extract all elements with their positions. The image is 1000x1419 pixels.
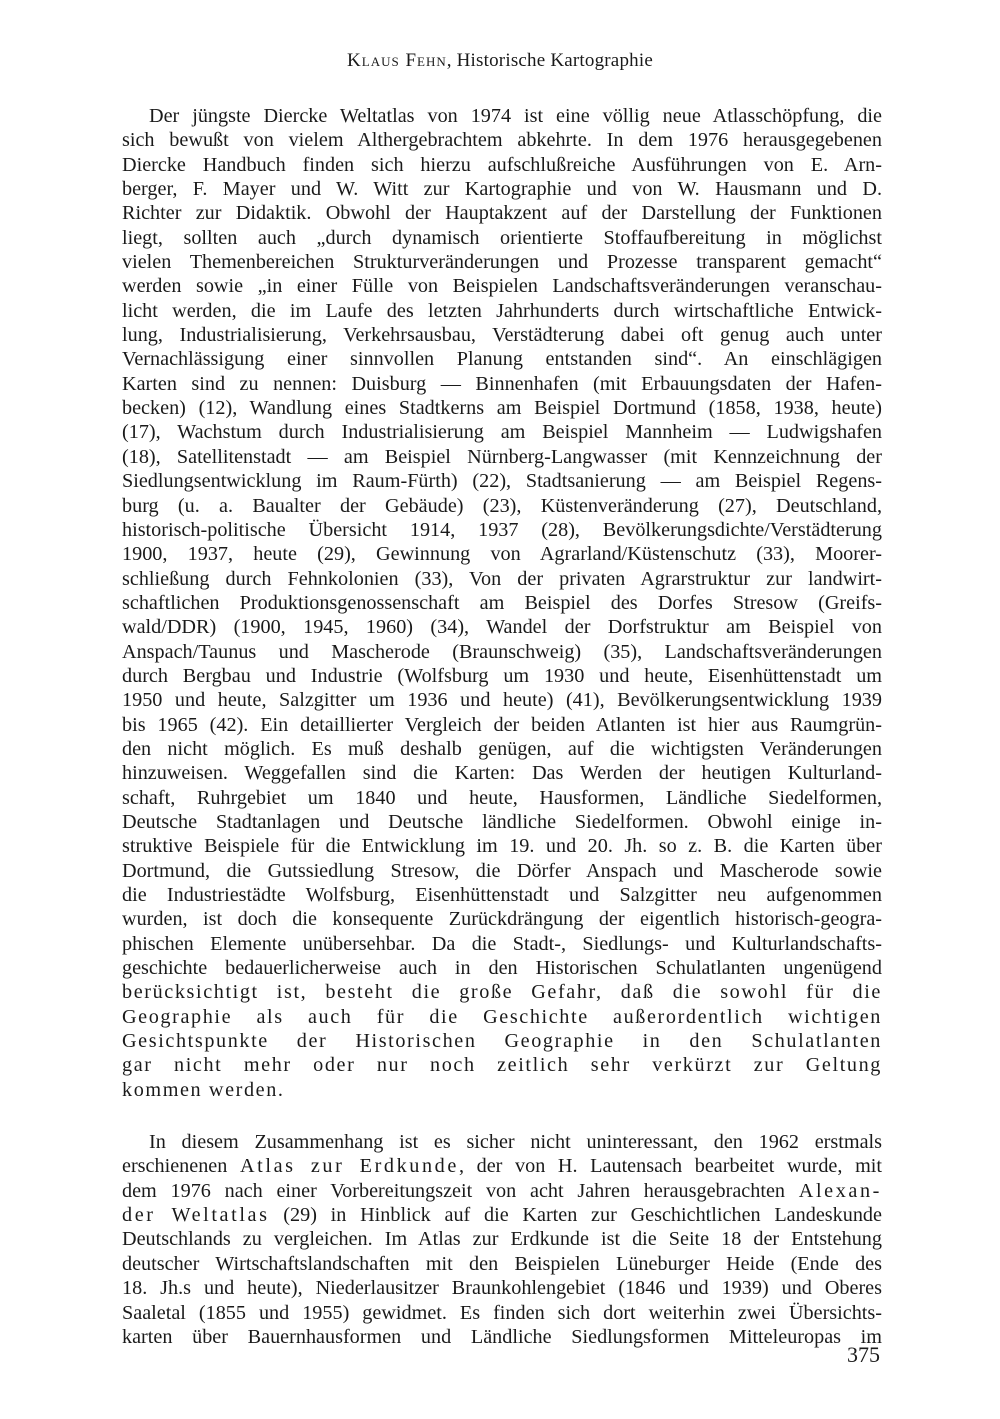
text-line: schaft, Ruhrgebiet um 1840 und heute, Hausformen, Ländliche Siedelformen, <box>122 786 882 809</box>
text-line: struktive Beispiele für die Entwicklung im 19. und 20. Jh. so z. B. die Karten über <box>122 835 882 858</box>
text-run: (29) in Hinblick auf die Karten zur Geschichtlichen Landeskunde <box>269 1204 882 1227</box>
page-number: 375 <box>847 1342 880 1367</box>
text-line: becken) (12), Wandlung eines Stadtkerns am Beispiel Dortmund (1858, 1938, heute) <box>122 397 882 420</box>
text-line: 1900, 1937, heute (29), Gewinnung von Agrarland/Küstenschutz (33), Moorer- <box>122 543 882 566</box>
text-line: Richter zur Didaktik. Obwohl der Hauptakzent auf der Darstellung der Funktionen <box>122 202 882 225</box>
text-line: Dortmund, die Gutssiedlung Stresow, die Dörfer Anspach und Mascherode sowie <box>122 859 882 882</box>
text-line: hinzuweisen. Weggefallen sind die Karten: Das Werden der heutigen Kulturland- <box>122 762 882 785</box>
atlas-title-spaced: Alexan- <box>798 1179 882 1202</box>
text-line: wald/DDR) (1900, 1945, 1960) (34), Wandel der Dorfstruktur am Beispiel von <box>122 616 882 639</box>
text-line: sich bewußt von vielem Althergebrachtem abkehrte. In dem 1976 herausgegebenen <box>122 129 882 152</box>
text-line: liegt, sollten auch „durch dynamisch orientierte Stoffaufbereitung in möglichst <box>122 226 882 249</box>
text-line: Siedlungsentwicklung im Raum-Fürth) (22), Stadtsanierung — am Beispiel Regens- <box>122 470 882 493</box>
text-line-spaced: gar nicht mehr oder nur noch zeitlich sehr verkürzt zur Geltung <box>122 1054 882 1077</box>
text-line: historisch-politische Übersicht 1914, 1937 (28), Bevölkerungsdichte/Verstädterung <box>122 518 882 541</box>
text-line: schaftlichen Produktionsgenossenschaft am Beispiel des Dorfes Stresow (Greifs- <box>122 591 882 614</box>
text-line: Karten sind zu nennen: Duisburg — Binnenhafen (mit Erbauungsdaten der Hafen- <box>122 372 882 395</box>
text-line <box>122 1154 882 1178</box>
text-line: 1950 und heute, Salzgitter um 1936 und heute) (41), Bevölkerungsentwicklung 1939 <box>122 689 882 712</box>
text-line: werden sowie „in einer Fülle von Beispielen Landschaftsveränderungen veranschau- <box>122 275 882 298</box>
text-line: Diercke Handbuch finden sich hierzu aufschlußreiche Ausführungen von E. Arn- <box>122 153 882 176</box>
text-line: schließung durch Fehnkolonien (33), Von der privaten Agrarstruktur zur landwirt- <box>122 567 882 590</box>
text-line: 18. Jh.s und heute), Niederlausitzer Braunkohlengebiet (1846 und 1939) und Oberes <box>122 1277 882 1300</box>
text-line: Der jüngste Diercke Weltatlas von 1974 ist eine völlig neue Atlasschöpfung, die <box>149 105 882 127</box>
text-line: den nicht möglich. Es muß deshalb genügen, auf die wichtigsten Veränderungen <box>122 737 882 760</box>
text-line: karten über Bauernhausformen und Ländliche Siedlungsformen Mitteleuropas im <box>122 1325 882 1348</box>
text-line: geschichte bedauerlicherweise auch in den Historischen Schulatlanten ungenügend <box>122 957 882 980</box>
text-line: Vernachlässigung einer sinnvollen Planung entstanden sind“. An einschlägigen <box>122 348 882 371</box>
text-line: Deutsche Stadtanlagen und Deutsche ländliche Siedelformen. Obwohl einige in- <box>122 810 882 833</box>
paragraph-gap <box>122 1102 882 1130</box>
text-line: lung, Industrialisierung, Verkehrsausbau, Verstädterung dabei oft genug auch unter <box>122 324 882 347</box>
text-line: durch Bergbau und Industrie (Wolfsburg um 1930 und heute, Eisenhüttenstadt um <box>122 664 882 687</box>
text-line: licht werden, die im Laufe des letzten Jahrhunderts durch wirtschaftliche Entwick- <box>122 299 882 322</box>
article-body <box>122 104 882 1349</box>
text-line: In diesem Zusammenhang ist es sicher nicht uninteressant, den 1962 erstmals <box>149 1131 882 1154</box>
text-line <box>122 1203 882 1227</box>
atlas-title-spaced: der Weltatlas <box>122 1204 270 1227</box>
text-line <box>122 1179 882 1203</box>
text-line: bis 1965 (42). Ein detaillierter Vergleich der beiden Atlanten ist hier aus Raumgrün- <box>122 713 882 736</box>
text-line-spaced: Geographie als auch für die Geschichte außerordentlich wichtigen <box>122 1005 882 1028</box>
text-line: (17), Wachstum durch Industrialisierung am Beispiel Mannheim — Ludwigshafen <box>122 421 882 444</box>
header-title: , Historische Kartographie <box>446 50 653 71</box>
text-line: die Industriestädte Wolfsburg, Eisenhüttenstadt und Salzgitter neu aufgenommen <box>122 884 882 906</box>
text-line: phischen Elemente unübersehbar. Da die Stadt-, Siedlungs- und Kulturlandschafts- <box>122 932 882 955</box>
atlas-title-spaced: Atlas zur Erdkunde <box>240 1155 459 1178</box>
text-line: Deutschlands zu vergleichen. Im Atlas zur Erdkunde ist die Seite 18 der Entstehung <box>122 1228 882 1251</box>
text-run: , der von H. Lautensach bearbeitet wurde, mit <box>458 1155 882 1178</box>
paragraph-2 <box>122 1130 882 1349</box>
text-line: vielen Themenbereichen Strukturveränderungen und Prozesse transparent gemacht“ <box>122 251 882 274</box>
text-line: deutscher Wirtschaftslandschaften mit den Beispielen Lüneburger Heide (Ende des <box>122 1252 882 1275</box>
running-header <box>0 50 1000 72</box>
text-line: Anspach/Taunus und Mascherode (Braunschweig) (35), Landschaftsveränderungen <box>122 640 882 663</box>
text-line: burg (u. a. Baualter der Gebäude) (23), Küstenveränderung (27), Deutschland, <box>122 494 882 517</box>
text-line: Saaletal (1855 und 1955) gewidmet. Es finden sich dort weiterhin zwei Übersichts- <box>122 1301 882 1324</box>
text-run: dem 1976 nach einer Vorbereitungszeit von acht Jahren herausgebrachten <box>122 1179 799 1202</box>
text-line-spaced: kommen werden. <box>122 1078 285 1101</box>
text-line: wurden, ist doch die konsequente Zurückdrängung der eigentlich historisch-geogra- <box>122 908 882 931</box>
header-author: Klaus Fehn <box>347 50 447 71</box>
text-line: (18), Satellitenstadt — am Beispiel Nürnberg-Langwasser (mit Kennzeichnung der <box>122 445 882 468</box>
text-line-spaced: berücksichtigt ist, besteht die große Gefahr, daß die sowohl für die <box>122 981 882 1004</box>
paragraph-1 <box>122 104 882 1102</box>
text-line: berger, F. Mayer und W. Witt zur Kartographie und von W. Hausmann und D. <box>122 178 882 201</box>
text-run: erschienenen <box>122 1155 240 1178</box>
text-line-spaced: Gesichtspunkte der Historischen Geographie in den Schulatlanten <box>122 1030 882 1053</box>
